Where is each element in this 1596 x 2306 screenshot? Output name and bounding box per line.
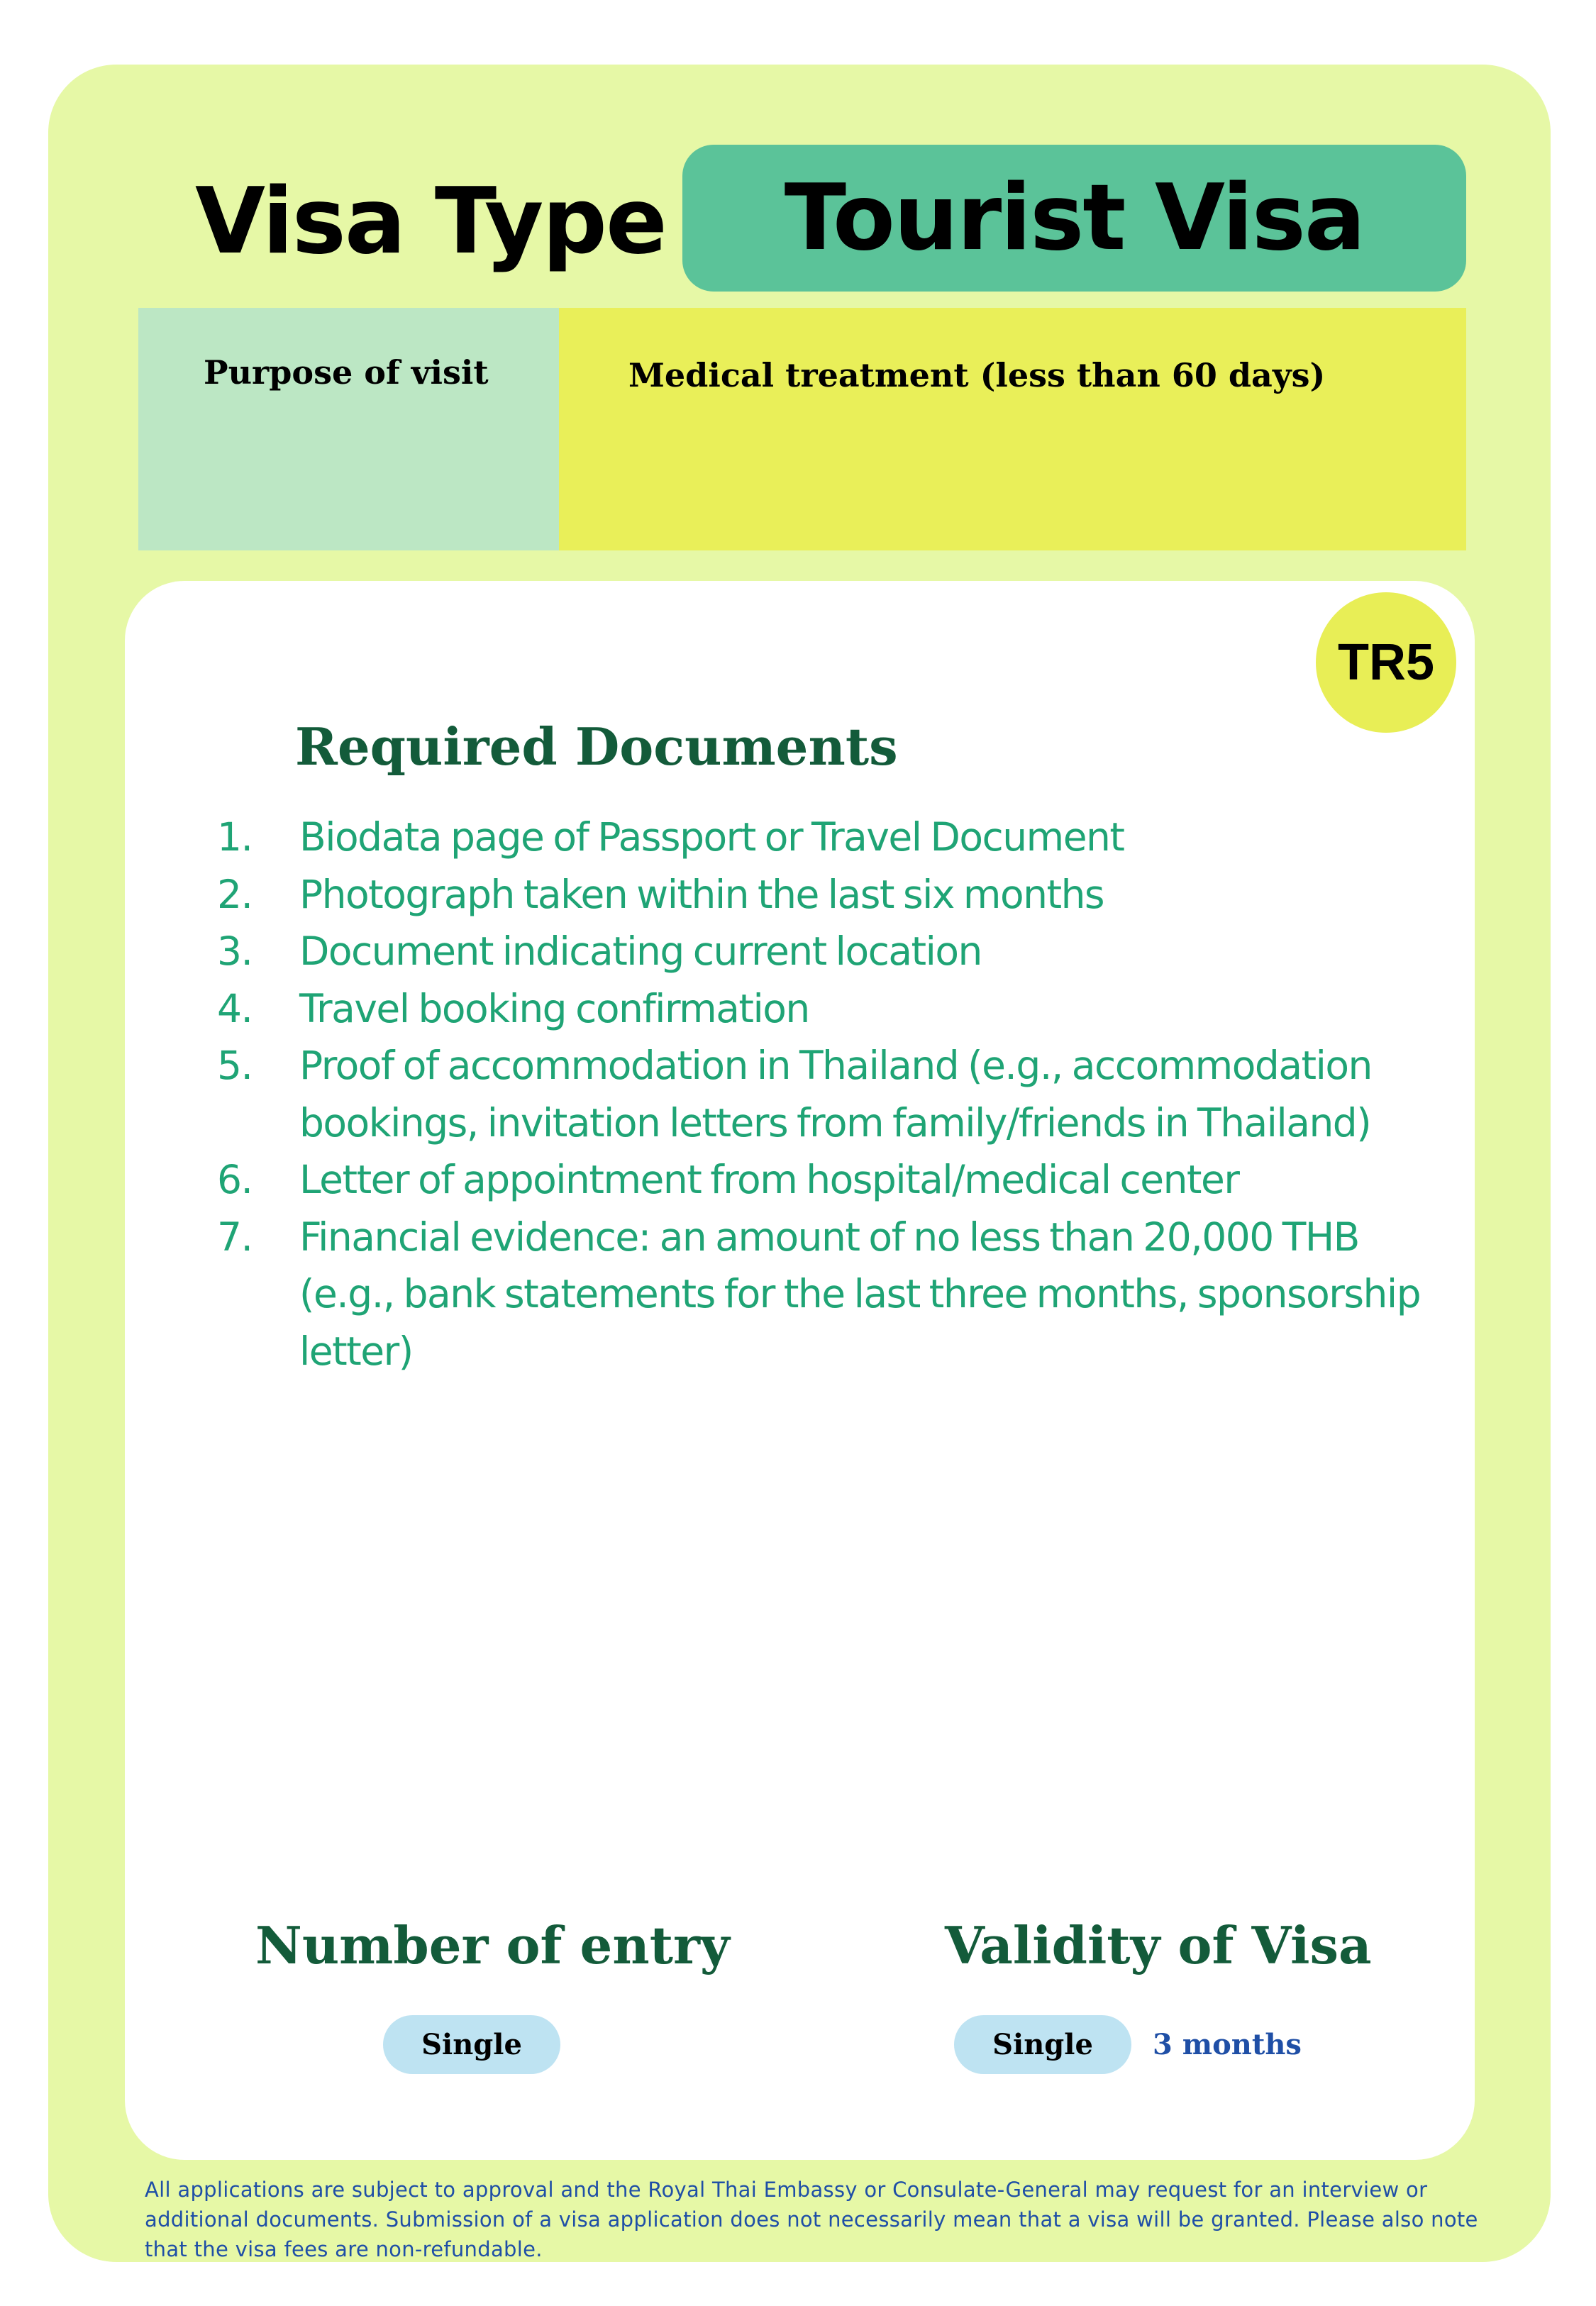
document-text: Letter of appointment from hospital/medical center (299, 1157, 1239, 1202)
document-number: 2. (217, 871, 253, 917)
purpose-value-cell (559, 308, 1466, 550)
validity-duration: 3 months (1153, 2028, 1302, 2061)
document-item (217, 866, 1451, 924)
document-text: Document indicating current location (299, 929, 982, 974)
validity-of-visa-title: Validity of Visa (945, 1915, 1372, 1975)
document-text: Proof of accommodation in Thailand (e.g., accommodation bookings, invitation letters from family/friends in Thailand) (299, 1043, 1372, 1146)
entry-type-value: Single (421, 2028, 522, 2061)
document-number: 6. (217, 1157, 253, 1202)
required-documents-title: Required Documents (295, 716, 898, 777)
document-item (217, 1151, 1451, 1209)
visa-code-badge (1316, 592, 1456, 733)
document-item (217, 809, 1451, 866)
visa-type-label: Visa Type (195, 169, 666, 275)
document-text: Financial evidence: an amount of no less than 20,000 THB (e.g., bank statements for the last three months, sponsorship letter) (299, 1214, 1421, 1374)
required-documents-list (217, 809, 1451, 1380)
document-number: 5. (217, 1043, 253, 1088)
document-text: Biodata page of Passport or Travel Document (299, 814, 1124, 860)
document-number: 4. (217, 985, 253, 1031)
purpose-label: Purpose of visit (204, 353, 489, 392)
document-text: Photograph taken within the last six months (299, 871, 1104, 917)
entry-type-pill (383, 2015, 560, 2074)
validity-entry-pill (954, 2015, 1131, 2074)
document-number: 7. (217, 1214, 253, 1260)
number-of-entry-title: Number of entry (255, 1915, 730, 1975)
document-text: Travel booking confirmation (299, 985, 809, 1031)
visa-type-value: Tourist Visa (784, 165, 1365, 271)
visa-code: TR5 (1337, 634, 1435, 691)
visa-type-pill (682, 145, 1466, 292)
document-item (217, 923, 1451, 980)
document-number: 1. (217, 814, 253, 860)
disclaimer-text: All applications are subject to approval and the Royal Thai Embassy or Consulate-General may request for an interview or additional documents. Submission of a visa application does not necessarily mean that a visa will be granted. Please also note that the visa fees are non-refundable. (145, 2178, 1478, 2261)
document-item (217, 980, 1451, 1038)
purpose-value: Medical treatment (less than 60 days) (628, 356, 1326, 394)
validity-entry-value: Single (992, 2028, 1093, 2061)
document-number: 3. (217, 929, 253, 974)
document-item (217, 1037, 1451, 1151)
document-item (217, 1209, 1451, 1380)
purpose-label-cell (138, 308, 559, 550)
